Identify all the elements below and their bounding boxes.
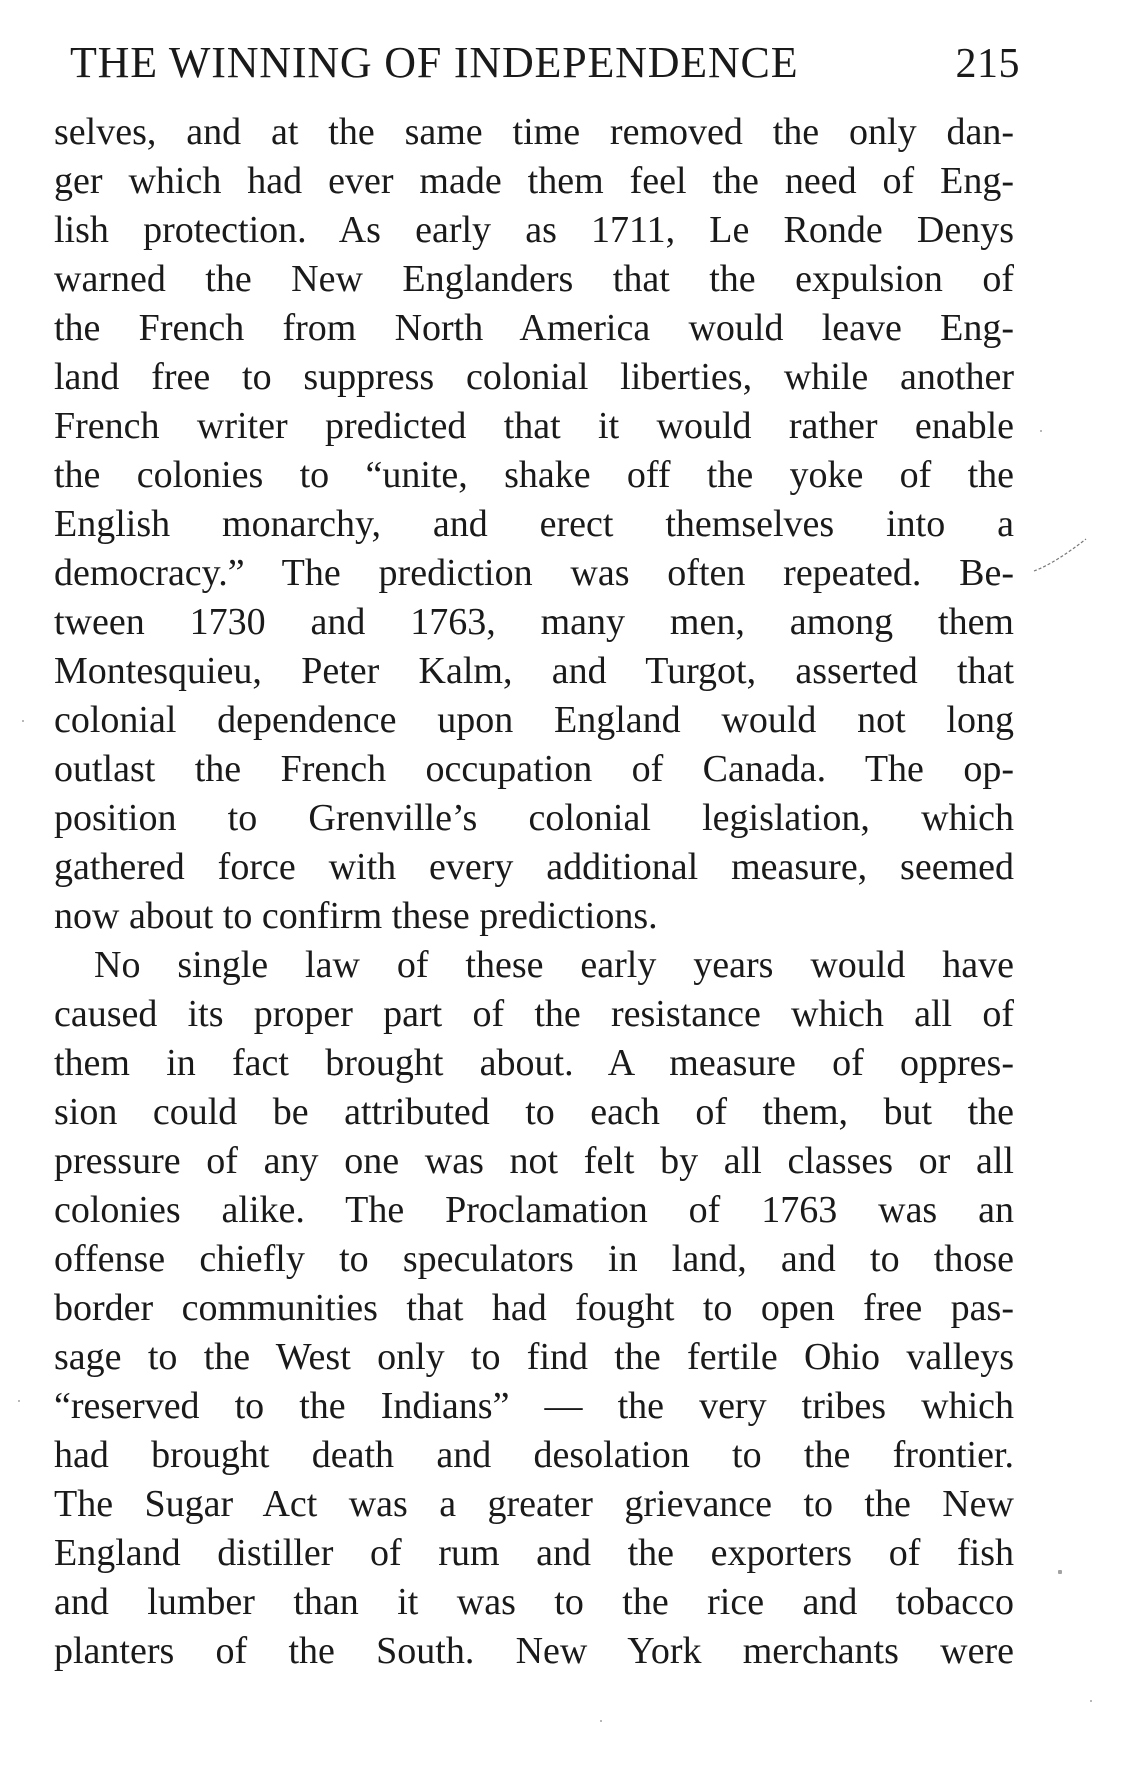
text-line: the French from North America would leave Eng-	[54, 307, 1014, 349]
paragraph-end-line: now about to confirm these predictions.	[54, 895, 658, 937]
text-line: gathered force with every additional measure, seemed	[54, 846, 1014, 888]
running-head	[70, 28, 1020, 88]
text-line: warned the New Englanders that the expulsion of	[54, 258, 1014, 300]
text-line: offense chiefly to speculators in land, and to those	[54, 1238, 1014, 1280]
text-line: pressure of any one was not felt by all classes or all	[54, 1140, 1014, 1182]
text-line: outlast the French occupation of Canada. The op-	[54, 748, 1014, 790]
text-line: sion could be attributed to each of them, but the	[54, 1091, 1014, 1133]
paragraph-start-line: No single law of these early years would have	[94, 944, 1014, 986]
text-line: land free to suppress colonial liberties, while another	[54, 356, 1014, 398]
text-line: colonies alike. The Proclamation of 1763 was an	[54, 1189, 1014, 1231]
text-line: sage to the West only to find the fertile Ohio valleys	[54, 1336, 1014, 1378]
running-title: THE WINNING OF INDEPENDENCE	[70, 38, 799, 87]
text-line: planters of the South. New York merchants were	[54, 1630, 1014, 1672]
scan-speck	[600, 1720, 602, 1722]
scan-speck	[1090, 1700, 1092, 1702]
text-line: The Sugar Act was a greater grievance to the New	[54, 1483, 1014, 1525]
body-text	[54, 108, 1014, 1676]
scan-speck	[18, 1400, 20, 1402]
text-line: ger which had ever made them feel the need of Eng-	[54, 160, 1014, 202]
text-line: English monarchy, and erect themselves into a	[54, 503, 1014, 545]
text-line: England distiller of rum and the exporters of fish	[54, 1532, 1014, 1574]
text-line: selves, and at the same time removed the only dan-	[54, 111, 1014, 153]
text-line: them in fact brought about. A measure of oppres-	[54, 1042, 1014, 1084]
scan-speck	[1040, 430, 1042, 432]
text-line: democracy.” The prediction was often repeated. Be-	[54, 552, 1014, 594]
text-line: caused its proper part of the resistance which all of	[54, 993, 1014, 1035]
text-line: “reserved to the Indians” — the very tribes which	[54, 1385, 1014, 1427]
pencil-margin-mark	[1030, 535, 1090, 575]
page-number: 215	[955, 41, 1020, 87]
scan-speck	[1058, 1570, 1062, 1574]
scan-speck	[22, 720, 24, 722]
text-line: had brought death and desolation to the frontier.	[54, 1434, 1014, 1476]
text-line: tween 1730 and 1763, many men, among them	[54, 601, 1014, 643]
text-line: and lumber than it was to the rice and tobacco	[54, 1581, 1014, 1623]
text-line: French writer predicted that it would rather enable	[54, 405, 1014, 447]
text-line: colonial dependence upon England would not long	[54, 699, 1014, 741]
text-line: Montesquieu, Peter Kalm, and Turgot, asserted that	[54, 650, 1014, 692]
text-line: position to Grenville’s colonial legislation, which	[54, 797, 1014, 839]
text-line: the colonies to “unite, shake off the yoke of the	[54, 454, 1014, 496]
text-line: border communities that had fought to open free pas-	[54, 1287, 1014, 1329]
text-line: lish protection. As early as 1711, Le Ronde Denys	[54, 209, 1014, 251]
